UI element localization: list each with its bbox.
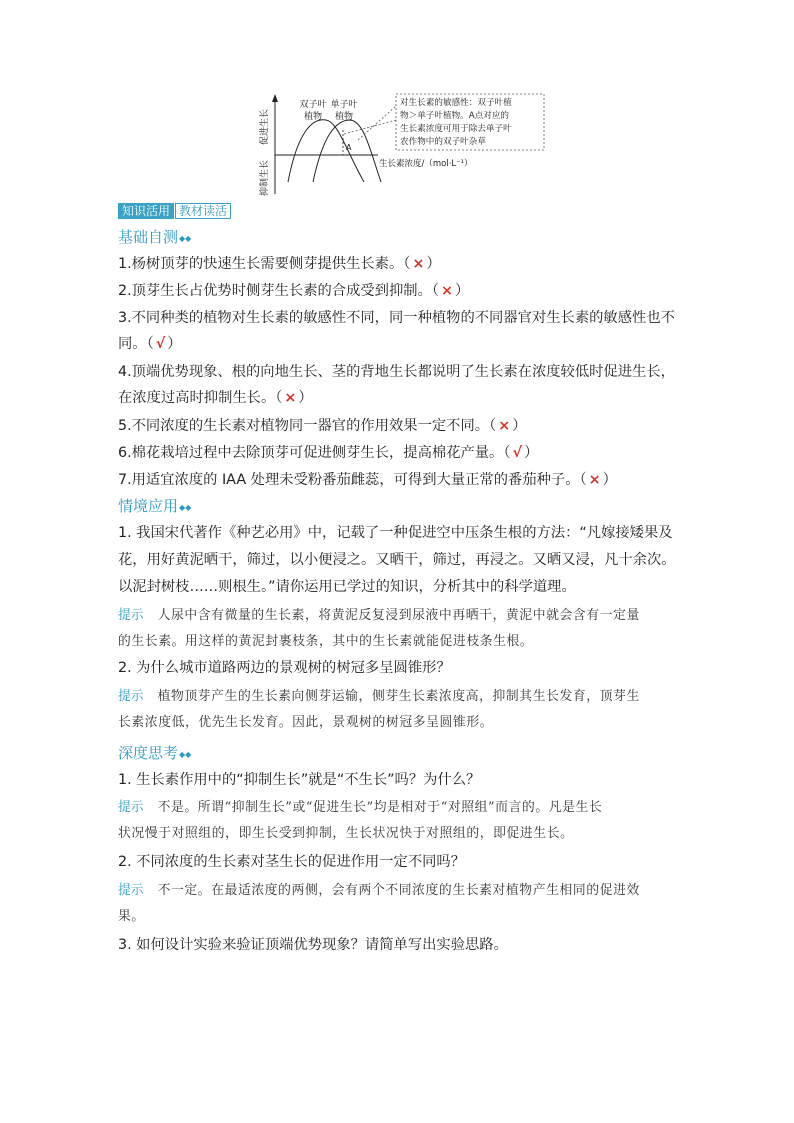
section-dots: ◆◆ <box>179 503 192 512</box>
wrong-mark: × <box>498 418 511 434</box>
dicot-label-2: 植物 <box>303 112 323 122</box>
note-pointer-lower <box>344 120 396 134</box>
deep-q2: 2. 不同浓度的生长素对茎生长的促进作用一定不同吗？ <box>118 854 466 870</box>
basic-item-4-cont: 在浓度过高时抑制生长。（ × ） <box>118 390 313 406</box>
wrong-mark: × <box>441 283 454 299</box>
wrong-mark: × <box>588 472 601 488</box>
basic-item-3-cont: 同。（ √ ） <box>118 336 182 352</box>
note-line-1: 对生长素的敏感性：双子叶植 <box>400 98 512 108</box>
basic-item-2: 2.顶芽生长占优势时侧芽生长素的合成受到抑制。（ × ） <box>118 283 470 299</box>
basic-item-4: 4.顶端优势现象、根的向地生长、茎的背地生长都说明了生长素在浓度较低时促进生长， <box>118 364 675 380</box>
deep-a2-line-1: 提示 不一定。在最适浓度的两侧，会有两个不同浓度的生长素对植物产生相同的促进效 <box>118 883 640 898</box>
section-dots: ◆◆ <box>179 234 192 243</box>
scenario-q1-line-3: 以泥封树枝……则根生。”请你运用已学过的知识，分析其中的科学道理。 <box>118 579 576 595</box>
deep-q1: 1. 生长素作用中的“抑制生长”就是“不生长”吗？为什么？ <box>118 772 481 788</box>
scenario-a2-line-2: 长素浓度低，优先生长发育。因此，景观树的树冠多呈圆锥形。 <box>118 715 494 730</box>
scenario-q1-line-2: 花，用好黄泥晒干，筛过，以小便浸之。又晒干，筛过，再浸之。又晒又浸，凡十余次。 <box>118 552 676 568</box>
monocot-label-2: 植物 <box>334 112 354 122</box>
note-line-3: 生长素浓度可用于除去单子叶 <box>400 124 512 134</box>
right-mark: √ <box>155 336 166 352</box>
section-deep-label: 深度思考 <box>118 744 179 762</box>
section-basic-title <box>118 228 191 248</box>
scenario-a1-line-1: 提示 人尿中含有微量的生长素，将黄泥反复浸到尿液中再晒干，黄泥中就会含有一定量 <box>118 608 640 623</box>
basic-item-1: 1.杨树顶芽的快速生长需要侧芽提供生长素。（ × ） <box>118 256 441 272</box>
section-scenario-label: 情境应用 <box>118 497 179 515</box>
wrong-mark: × <box>412 256 425 272</box>
hint-label: 提示 <box>118 689 144 704</box>
deep-a1-line-2: 状况慢于对照组的，即生长受到抑制，生长状况快于对照组的，即促进生长。 <box>118 826 574 841</box>
point-a-label: A <box>346 143 352 152</box>
scenario-a1-line-2: 的生长素。用这样的黄泥封裹枝条，其中的生长素就能促进枝条生根。 <box>118 634 534 649</box>
x-axis-label: 生长素浓度/（mol·L⁻¹） <box>379 159 473 169</box>
deep-a1-line-1: 提示 不是。所谓“抑制生长”或“促进生长”均是相对于“对照组”而言的。凡是生长 <box>118 800 603 815</box>
section-deep-title <box>118 744 191 764</box>
note-line-2: 物＞单子叶植物。A点对应的 <box>400 111 510 121</box>
wrong-mark: × <box>284 390 297 406</box>
basic-item-3: 3.不同种类的植物对生长素的敏感性不同，同一种植物的不同器官对生长素的敏感性也不 <box>118 310 675 326</box>
scenario-q2: 2. 为什么城市道路两边的景观树的树冠多呈圆锥形？ <box>118 660 451 676</box>
tag-knowledge: 知识活用 <box>118 203 174 219</box>
section-tags <box>118 203 231 219</box>
basic-item-7: 7.用适宜浓度的 IAA 处理未受粉番茄雌蕊，可得到大量正常的番茄种子。（ × ） <box>118 472 617 488</box>
basic-item-5: 5.不同浓度的生长素对植物同一器官的作用效果一定不同。（ × ） <box>118 418 527 434</box>
deep-a2-line-2: 果。 <box>118 909 145 924</box>
deep-q3: 3. 如何设计实验来验证顶端优势现象？请简单写出实验思路。 <box>118 937 508 953</box>
hint-label: 提示 <box>118 883 144 898</box>
basic-item-6: 6.棉花栽培过程中去除顶芽可促进侧芽生长，提高棉花产量。（ √ ） <box>118 445 539 461</box>
scenario-a2-line-1: 提示 植物顶芽产生的生长素向侧芽运输，侧芽生长素浓度高，抑制其生长发育，顶芽生 <box>118 689 640 704</box>
note-pointer-upper <box>358 106 396 140</box>
scenario-q1-line-1: 1. 我国宋代著作《种艺必用》中，记载了一种促进空中压条生根的方法：“凡嫁接矮果及 <box>118 525 673 541</box>
hint-label: 提示 <box>118 608 144 623</box>
hint-label: 提示 <box>118 800 144 815</box>
y-label-promote: 促进生长 <box>260 108 270 146</box>
dicot-curve <box>288 120 364 182</box>
y-axis-arrow <box>272 94 278 102</box>
tag-textbook: 教材读活 <box>175 203 231 219</box>
section-scenario-title <box>118 497 191 517</box>
dicot-label-1: 双子叶 <box>299 100 327 110</box>
note-line-4: 农作物中的双子叶杂草 <box>400 137 486 147</box>
section-dots: ◆◆ <box>179 750 192 759</box>
right-mark: √ <box>512 445 523 461</box>
monocot-label-1: 单子叶 <box>330 100 358 110</box>
section-basic-label: 基础自测 <box>118 228 179 246</box>
y-label-inhibit: 抑制生长 <box>260 159 270 197</box>
auxin-concentration-graph <box>258 90 548 200</box>
